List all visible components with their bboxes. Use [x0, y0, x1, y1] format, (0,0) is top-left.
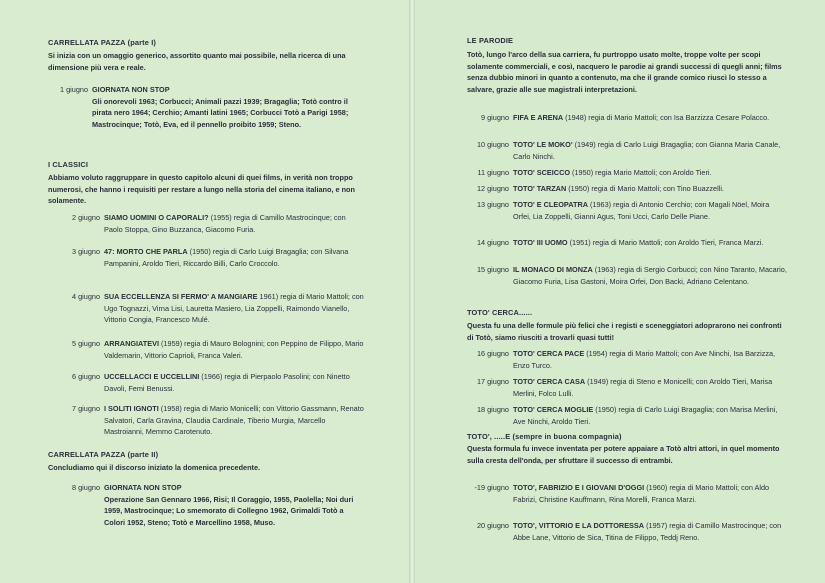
list-item [467, 139, 789, 162]
entry-title: SUA ECCELLENZA SI FERMO' A MANGIARE [104, 292, 258, 301]
entry-title: TOTO' TARZAN [513, 184, 567, 193]
entry-text: (1949) regia di Carlo Luigi Bragaglia; con Gianna Maria Canale, Carlo Ninchi. [513, 140, 781, 161]
list-item [467, 199, 789, 222]
list-item [467, 264, 789, 287]
entry-title: SIAMO UOMINI O CAPORALI? [104, 213, 209, 222]
entry-text: Operazione San Gennaro 1966, Risi; Il Coraggio, 1955, Paolella; Noi duri 1959, Mastrocinque; Lo smemorato di Collegno 1962, Grimaldi Totò a Colori 1952, Steno; Totò e Marcellino 1958, Muso. [104, 494, 354, 527]
list-item [467, 404, 789, 427]
entry-title: ARRANGIATEVI [104, 339, 159, 348]
section-heading: CARRELLATA PAZZA (parte II) [48, 450, 159, 459]
left-page [0, 0, 409, 583]
section-intro: Concludiamo qui il discorso iniziato la domenica precedente. [48, 463, 261, 472]
list-item [467, 348, 789, 371]
section-heading: CARRELLATA PAZZA (parte I) [48, 38, 157, 47]
entry-title: TOTO' SCEICCO [513, 168, 571, 177]
entry-text: (1966) regia di Pierpaolo Pasolini; con Ninetto Davoli, Femi Benussi. [104, 372, 350, 393]
list-item [467, 237, 789, 249]
entry-date: 17 giugno [476, 377, 509, 386]
list-item [467, 376, 789, 399]
entry-date: 11 giugno [477, 168, 509, 177]
entry-text: Gli onorevoli 1963; Corbucci; Animali pazzi 1939; Bragaglia; Totò contro il pirata nero 1964; Cerchio; Amanti latini 1965; Corbucci Totò a Parigi 1958; Mastrocinque; Totò, Eva, ed il pennello proibito 1959; Steno. [92, 96, 349, 129]
entry-date: 8 giugno [72, 483, 100, 492]
entry-date: 9 giugno [481, 113, 509, 122]
section-heading: TOTO', .....E (sempre in buona compagnia) [467, 432, 622, 441]
section-intro: Si inizia con un omaggio generico, assortito quanto mai possibile, nella ricerca di una dimensione più vera e reale. [48, 51, 346, 72]
entry-date: 14 giugno [476, 238, 509, 247]
entry-date: 16 giugno [476, 349, 509, 358]
list-item [467, 482, 789, 505]
list-item [48, 246, 366, 269]
entry-title: TOTO' CERCA CASA [513, 377, 586, 386]
list-item [48, 338, 366, 361]
entry-text: 1961) regia di Mario Mattoli; con Ugo Tognazzi, Virna Lisi, Lauretta Masiero, Lia Zoppelli, Raimondo Vianello, Vittorio Congia, Francesco Mulé. [104, 292, 364, 325]
section-heading: I CLASSICI [48, 160, 89, 169]
section-heading: TOTO' CERCA...... [467, 308, 533, 317]
entry-title: TOTO' III UOMO [513, 238, 568, 247]
entry-text: (1959) regia di Mauro Bolognini; con Peppino de Filippo, Mario Valdemarin, Vittorio Caprioli, Franca Valeri. [104, 339, 364, 360]
entry-text: (1960) regia di Mario Mattoli; con Aldo Fabrizi, Christine Kauffmann, Rina Morelli, Franca Marzi. [513, 483, 770, 504]
list-item [467, 167, 789, 179]
entry-text: (1949) regia di Steno e Monicelli; con Aroldo Tieri, Marisa Merlini, Folco Lulli. [513, 377, 773, 398]
entry-text: (1954) regia di Mario Mattoli; con Ave Ninchi, Isa Barzizza, Enzo Turco. [513, 349, 776, 370]
entry-text: (1957) regia di Camillo Mastrocinque; con Abbe Lane, Vittorio de Sica, Titina de Filippo, Teddj Reno. [513, 521, 782, 542]
entry-text: (1950) regia di Carlo Luigi Bragaglia; con Silvana Pampanini, Aroldo Tieri, Riccardo Billi, Carlo Croccolo. [104, 247, 349, 268]
entry-title: TOTO', FABRIZIO E I GIOVANI D'OGGI [513, 483, 645, 492]
entry-text: (1951) regia di Mario Mattoli; con Aroldo Tieri, Franca Marzi. [567, 238, 764, 247]
section-intro: Totò, lungo l'arco della sua carriera, fu purtroppo usato molte, troppe volte per scopi solamente commerciali, e così, nacquero le parodie ai grandi successi di quegli anni; films senza dubbio minori in quanto a contenuto, ma che il grande comico riuscì lo stesso a salvare, grazie alle sue magistrali interpretazioni. [467, 50, 782, 94]
entry-text: (1963) regia di Antonio Cerchio; con Magali Nöel, Moira Orfei, Lia Zoppelli, Gianni Agus, Toni Ucci, Carlo Delle Piane. [513, 200, 770, 221]
entry-text: (1955) regia di Camillo Mastrocinque; con Paolo Stoppa, Gino Buzzanca, Giacomo Furia. [104, 213, 346, 234]
section-intro: Questa formula fu invece inventata per potere appaiare a Totò altri attori, in quel momento sulla cresta dell'onda, per sfruttare il successo di entrambi. [467, 444, 780, 465]
entry-text: (1950) regia di Carlo Luigi Bragaglia; con Marisa Merlini, Ave Ninchi, Aroldo Tieri. [513, 405, 778, 426]
entry-date: 4 giugno [72, 292, 100, 301]
entry-title: TOTO' E CLEOPATRA [513, 200, 588, 209]
entry-date: 7 giugno [72, 404, 100, 413]
section-intro: Abbiamo voluto raggruppare in questo capitolo alcuni di quei films, in verità non troppo numerosi, che hanno i requisiti per restare a lungo nella storia del cinema italiano, e non solamente. [48, 173, 355, 206]
list-item [467, 183, 789, 195]
entry-date: 12 giugno [476, 184, 509, 193]
entry-title: TOTO', VITTORIO E LA DOTTORESSA [513, 521, 645, 530]
list-item [48, 291, 366, 326]
list-item [48, 212, 366, 235]
list-item [48, 84, 366, 130]
entry-title: UCCELLACCI E UCCELLINI [104, 372, 200, 381]
entry-title: GIORNATA NON STOP [104, 483, 182, 492]
entry-text: (1963) regia di Sergio Corbucci; con Nino Taranto, Macario, Giacomo Furia, Lisa Gastoni, Moira Orfei, Don Backi, Adriano Celentano. [513, 265, 787, 286]
entry-date: 1 giugno [60, 85, 88, 94]
entry-title: 47: MORTO CHE PARLA [104, 247, 188, 256]
list-item [48, 482, 366, 528]
entry-date: 10 giugno [476, 140, 509, 149]
entry-text: (1950) regia Mario Mattoli; con Aroldo Tieri. [570, 168, 712, 177]
entry-title: IL MONACO DI MONZA [513, 265, 593, 274]
entry-text: (1950) regia di Mario Mattoli; con Tino Buazzelli. [566, 184, 724, 193]
list-item [48, 371, 366, 394]
entry-date: 3 giugno [72, 247, 100, 256]
list-item [467, 520, 789, 543]
section-intro: Questa fu una delle formule più felici che i registi e sceneggiatori adoprarono nei confronti di Totò, siamo riusciti a trovarli quasi tutti! [467, 321, 782, 342]
entry-date: 13 giugno [476, 200, 509, 209]
entry-text: (1948) regia di Mario Mattoli; con Isa Barzizza Cesare Polacco. [563, 113, 770, 122]
entry-title: FIFA E ARENA [513, 113, 564, 122]
list-item [48, 403, 366, 438]
entry-date: 15 giugno [476, 265, 509, 274]
right-page [415, 0, 825, 583]
entry-title: I SOLITI IGNOTI [104, 404, 159, 413]
entry-date: -19 giugno [474, 483, 509, 492]
entry-date: 5 giugno [72, 339, 100, 348]
entry-date: 2 giugno [72, 213, 100, 222]
entry-date: 6 giugno [72, 372, 100, 381]
entry-title: TOTO' LE MOKO' [513, 140, 573, 149]
list-item [467, 112, 789, 124]
entry-title: TOTO' CERCA MOGLIE [513, 405, 594, 414]
entry-date: 18 giugno [476, 405, 509, 414]
entry-date: 20 giugno [476, 521, 509, 530]
entry-title: TOTO' CERCA PACE [513, 349, 585, 358]
entry-text: (1958) regia di Mario Monicelli; con Vittorio Gassmann, Renato Salvatori, Carla Gravina, Claudia Cardinale, Tiberio Murgia, Marcello Mastroianni, Memmo Carotenuto. [104, 404, 364, 437]
entry-title: GIORNATA NON STOP [92, 85, 170, 94]
section-heading: LE PARODIE [467, 36, 514, 45]
